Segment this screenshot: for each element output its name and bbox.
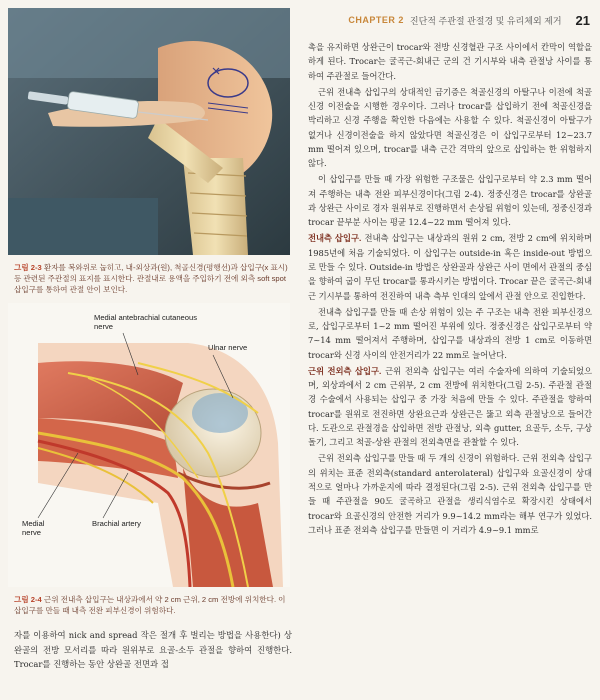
figure-2-4-illustration <box>8 303 290 587</box>
figure-2-4-label: 그림 2-4 <box>14 595 42 604</box>
section-proximal-anterolateral <box>308 364 592 450</box>
section-anteromedial-text: 전내측 삽입구는 내상과의 원위 2 cm, 전방 2 cm에 위치하며 1985년에 처음 기술되었다. 이 삽입구는 outside-in 혹은 inside-out 방법으로 만들 수 있다. Outside-in 방법은 상완골과 상완근 사이 면에서 관절의 중심을 향하여 굽이 무딘 trocar를 통과시키는 방법이다. Trocar 끝은 굴곡근-회내근 기시부를 통하여 전진하여 내측 측부 인대의 앞에서 관절 안으로 진입한다. <box>308 233 592 301</box>
figure-2-3-caption-text: 환자를 복와위로 눕히고, 내-외상과(원), 척골신경(평행선)과 삽입구(x 표시) 등 관련된 주관절의 표지를 표시한다. 관절내로 용액을 주입하기 전에 외측 soft spot 삽입구를 통하여 관절 안이 보인다. <box>14 263 288 294</box>
section-proximal-anterolateral-text: 근위 전외측 삽입구는 여러 수술자에 의하여 기술되었으며, 외상과에서 2 cm 근위부, 2 cm 전방에 위치한다(그림 2-5). 주관절 관절경 수술에서 사용되는 삽입구 중 가장 처음에 만들 수 있다. 주관절을 향하여 trocar를 원위로 전진하면 상완요근과 상완근은 뚫고 외측 관절낭으로 들어간다. 도관으로 관절경을 삽입하면 전방 관절낭, 외측 gutter, 요골두, 소두, 구상돌기, 그리고 척골-상완 관절의 전외측면을 관찰할 수 있다. <box>308 365 592 448</box>
figure-2-4-caption-text: 근위 전내측 삽입구는 내상과에서 약 2 cm 근위, 2 cm 전방에 위치한다. 이 삽입구를 만들 때 내측 전완 피부신경이 위험하다. <box>14 595 286 615</box>
left-body-text <box>14 628 292 672</box>
paragraph-5: 근위 전외측 삽입구를 만들 때 두 개의 신경이 위험하다. 근위 전외측 삽입구의 위치는 표준 전외측(standard anterolateral) 삽입구와 요골신경이 상대적으로 얼마나 가까운지에 따라 결정된다(그림 2-5). 근위 전외측 삽입구를 만들 때 주관절을 90도 굴곡하고 관절을 생리식염수로 확장시킨 상태에서 trocar와 요골신경의 안전한 거리가 9.9~14.2 mm라는 해부 연구가 있었다. 그러나 표준 전외측 삽입구를 만들면 이 거리가 4.9~9.1 mm로 <box>308 453 592 535</box>
paragraph-2: 근위 전내측 삽입구의 상대적인 금기증은 척골신경의 아탈구나 이전에 척골신경 이전술을 시행한 경우이다. 그러나 trocar를 삽입하기 전에 척골신경을 박리하고 신경 주행을 확인한 다음에는 사용할 수 있다. 척골신경이 아탈구가 없거나 신경이전술을 하지 않았다면 척골신경은 이 삽입구로부터 12~23.7 mm 떨어져 있으며, trocar를 내측 근간 격막의 앞으로 삽입하는 한 위험하지 않다. <box>308 86 592 169</box>
elbow-anatomy-drawing <box>8 303 290 587</box>
paragraph-3: 이 삽입구를 만들 때 가장 위험한 구조물은 삽입구로부터 약 2.3 mm 떨어져 주행하는 내측 전완 피부신경이다(그림 2-4). 정중신경은 trocar를 상완골과 상완근 사이로 경자 원위부로 진행하면서 손상될 위험이 있는데, 정중신경과 trocar 끝부분 사이는 평균 12.4~22 mm 떨어져 있다. <box>308 174 592 228</box>
right-body-column <box>308 40 592 539</box>
left-paragraph: 자를 이용하여 nick and spread 작은 절개 후 벌리는 방법을 사용한다) 상완골의 전방 모서리를 따라 원위부로 요골-소두 관절을 향하여 진행한다. Trocar를 진행하는 동안 상완골 전면과 접 <box>14 630 292 670</box>
elbow-photo-illustration <box>8 8 290 255</box>
label-medial-antebrachial-cutaneous-nerve: Medial antebrachial cutaneous nerve <box>94 313 198 332</box>
figure-2-3-label: 그림 2-3 <box>14 263 42 272</box>
paragraph-1: 촉을 유지하면 상완근이 trocar와 전방 신경혈관 구조 사이에서 칸막이 역할을 하게 된다. Trocar는 굴곡근-회내근 군의 건 기시부와 내측 관절낭 사이를 통하여 주관절로 들어간다. <box>308 42 592 81</box>
label-ulnar-nerve: Ulnar nerve <box>208 343 248 352</box>
figure-2-4-caption <box>14 594 290 616</box>
label-medial-nerve: Medial nerve <box>22 519 45 538</box>
section-proximal-anterolateral-title: 근위 전외측 삽입구. <box>308 365 382 376</box>
figure-2-3-photo <box>8 8 290 255</box>
chapter-label: CHAPTER 2 <box>348 15 404 25</box>
paragraph-4: 전내측 삽입구를 만들 때 손상 위험이 있는 주 구조는 내측 전완 피부신경으로, 삽입구로부터 1~2 mm 떨어진 부위에 있다. 정중신경은 삽입구로부터 약 7~14 mm 떨어져서 주행하며, 삽입구를 내상과의 전방 1 cm로 이동하면 trocar와 신경 사이의 안전거리가 22 mm로 늘어난다. <box>308 306 592 360</box>
section-anteromedial <box>308 231 592 302</box>
chapter-title: 진단적 주관절 관절경 및 유리체외 제거 <box>409 15 562 26</box>
label-brachial-artery: Brachial artery <box>92 519 141 528</box>
running-header <box>300 10 590 30</box>
page-number: 21 <box>575 12 590 28</box>
section-anteromedial-title: 전내측 삽입구. <box>308 233 362 244</box>
figure-2-3-caption <box>14 262 290 295</box>
